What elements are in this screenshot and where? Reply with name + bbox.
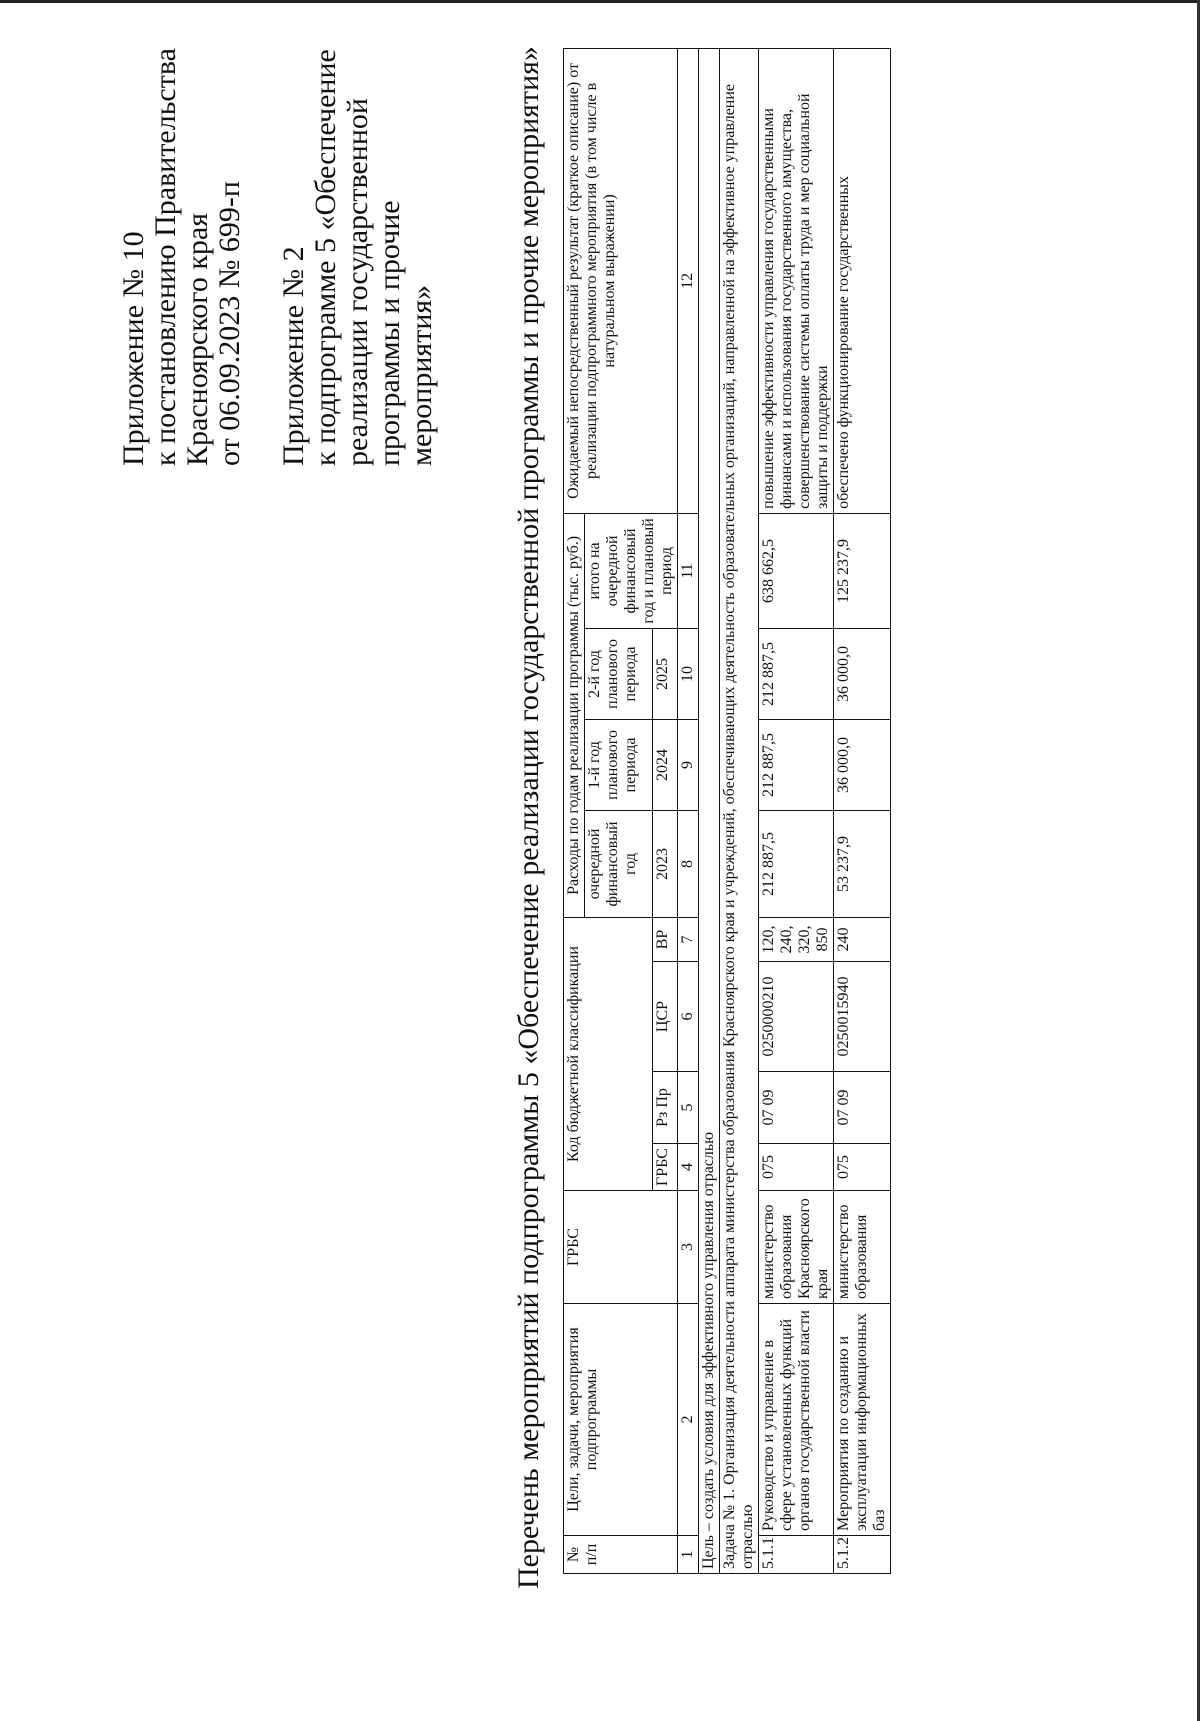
row-rzpr: 07 09 (834, 1072, 891, 1144)
header-grbs: ГРБС (564, 1191, 678, 1304)
annex-line: программы и прочие (373, 200, 406, 466)
row-num: 5.1.2 (834, 1536, 891, 1574)
column-number: 5 (678, 1072, 699, 1144)
goal-row (699, 48, 720, 1573)
row-csr: 0250000210 (759, 962, 834, 1072)
column-number: 1 (678, 1536, 699, 1574)
row-y2023: 53 237,9 (834, 810, 891, 917)
column-number-row (678, 48, 699, 1573)
row-vr: 120, 240, 320, 850 (759, 917, 834, 961)
column-number: 6 (678, 962, 699, 1072)
header-budget-code: Код бюджетной классификации (564, 917, 653, 1190)
header-num: № п/п (564, 1536, 678, 1574)
row-y2025: 36 000,0 (834, 628, 891, 719)
row-result: повышение эффективности управления государственными финансами и использования государственного имущества, совершенствование системы оплаты труда и мер социальной защиты и поддержки (759, 48, 834, 513)
column-number: 2 (678, 1304, 699, 1536)
row-name: Мероприятия по созданию и эксплуатации информационных баз (834, 1304, 891, 1536)
row-grbs-code: 075 (834, 1144, 891, 1191)
row-total: 638 662,5 (759, 513, 834, 628)
annex-line: Приложение № 10 (117, 231, 150, 466)
header-total: итого на очередной финансовый год и плановый период (585, 513, 678, 628)
header-rzpr: Рз Пр (652, 1072, 677, 1144)
row-name: Руководство и управление в сфере установленных функций органов государственной власти (759, 1304, 834, 1536)
column-number: 3 (678, 1191, 699, 1304)
goal-text: Цель – создать условия для эффективного управления отраслью (699, 48, 720, 1573)
header-vr: ВР (652, 917, 677, 961)
annex-header-subprogram (278, 49, 438, 466)
row-csr: 0250015940 (834, 962, 891, 1072)
header-csr: ЦСР (652, 962, 677, 1072)
row-grbs: министерство образования Красноярского края (759, 1191, 834, 1304)
header-y2025: 2025 (652, 628, 677, 719)
row-y2023: 212 887,5 (759, 810, 834, 917)
header-row (564, 48, 585, 1573)
row-y2025: 212 887,5 (759, 628, 834, 719)
column-number: 7 (678, 917, 699, 961)
annex-line: реализации государственной (341, 98, 374, 466)
table-row (759, 48, 834, 1573)
column-number: 12 (678, 48, 699, 513)
annex-header-resolution (118, 48, 246, 466)
column-number: 8 (678, 810, 699, 917)
table-row (834, 48, 891, 1573)
header-result: Ожидаемый непосредственный результат (краткое описание) от реализации подпрограммного мероприятия (в том числе в натуральном выражении) (564, 48, 678, 513)
annex-line: Красноярского края (181, 212, 214, 466)
header-y2023: 2023 (652, 810, 677, 917)
row-y2024: 36 000,0 (834, 719, 891, 810)
annex-line: от 06.09.2023 № 699-п (213, 181, 246, 466)
header-y2024: 2024 (652, 719, 677, 810)
task-text: Задача № 1. Организация деятельности аппарата министерства образования Красноярского края и учреждений, обеспечивающих деятельность образовательных организаций, направленной на эффективное управление отраслью (720, 48, 759, 1573)
column-number: 4 (678, 1144, 699, 1191)
column-number: 11 (678, 513, 699, 628)
annex-line: мероприятия» (405, 284, 438, 466)
task-row (720, 48, 759, 1573)
header-goals: Цели, задачи, мероприятия подпрограммы (564, 1304, 678, 1536)
measures-table (563, 48, 891, 1574)
row-rzpr: 07 09 (759, 1072, 834, 1144)
row-num: 5.1.1 (759, 1536, 834, 1574)
row-total: 125 237,9 (834, 513, 891, 628)
header-grbs-code: ГРБС (652, 1144, 677, 1191)
row-grbs: министерство образования (834, 1191, 891, 1304)
header-year-1: 1-й год планового периода (585, 719, 653, 810)
document-title: Перечень мероприятий подпрограммы 5 «Обеспечение реализации государственной программы и прочие мероприятия» (512, 46, 545, 1589)
row-result: обеспечено функционирование государственных (834, 48, 891, 513)
column-number: 10 (678, 628, 699, 719)
row-y2024: 212 887,5 (759, 719, 834, 810)
annex-line: к подпрограмме 5 «Обеспечение (309, 49, 342, 466)
row-grbs-code: 075 (759, 1144, 834, 1191)
header-year-2: 2-й год планового периода (585, 628, 653, 719)
annex-line: к постановлению Правительства (149, 48, 182, 466)
header-year-current: очередной финансовый год (585, 810, 653, 917)
annex-line: Приложение № 2 (277, 246, 310, 466)
header-expenses: Расходы по годам реализации программы (тыс. руб.) (564, 513, 585, 917)
row-vr: 240 (834, 917, 891, 961)
column-number: 9 (678, 719, 699, 810)
